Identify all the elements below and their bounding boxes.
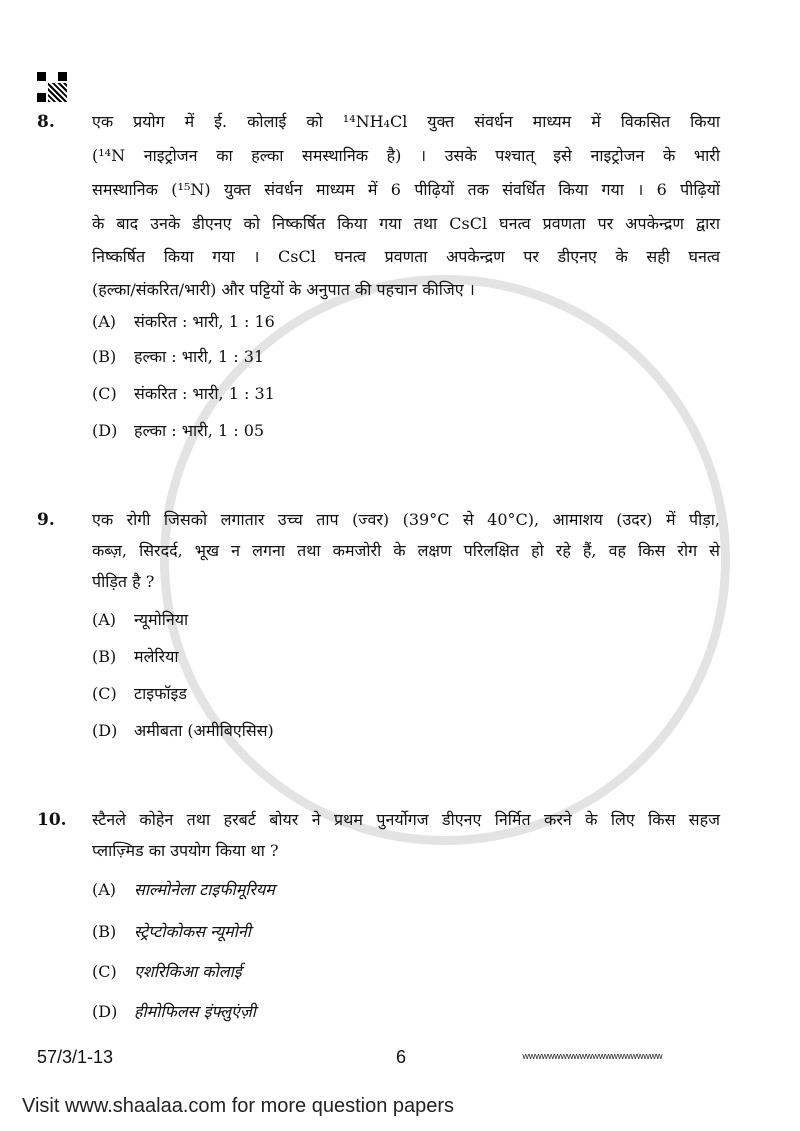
qr-code-icon bbox=[37, 72, 67, 102]
question-text-line: समस्थानिक (¹⁵N) युक्त संवर्धन माध्यम में 6 पीढ़ियों तक संवर्धित किया गया । 6 पीढ़ियों bbox=[92, 180, 720, 199]
option-label: (C) bbox=[92, 962, 117, 981]
option-c bbox=[92, 384, 275, 404]
option-text: हल्का : भारी, 1 : 31 bbox=[134, 347, 265, 366]
option-a bbox=[92, 880, 275, 900]
option-text: हीमोफिलस इंफ्लुएंज़ी bbox=[134, 1002, 256, 1021]
option-d bbox=[92, 421, 264, 441]
question-text-line: (हल्का/संकरित/भारी) और पट्टियों के अनुपात की पहचान कीजिए । bbox=[92, 280, 475, 299]
question-text-line: प्लाज़्मिड का उपयोग किया था ? bbox=[92, 841, 279, 860]
option-text: एशरिकिआ कोलाई bbox=[134, 962, 242, 981]
option-c bbox=[92, 684, 187, 704]
option-a bbox=[92, 610, 188, 630]
option-label: (A) bbox=[92, 610, 117, 629]
option-label: (A) bbox=[92, 312, 117, 331]
question-text-line: एक रोगी जिसको लगातार उच्च ताप (ज्वर) (39°C से 40°C), आमाशय (उदर) में पीड़ा, bbox=[92, 510, 720, 529]
option-text: स्ट्रेप्टोकोकस न्यूमोनी bbox=[134, 922, 251, 941]
option-text: संकरित : भारी, 1 : 31 bbox=[134, 384, 275, 403]
option-c bbox=[92, 962, 242, 982]
option-label: (B) bbox=[92, 647, 117, 666]
option-text: मलेरिया bbox=[134, 647, 179, 666]
option-b bbox=[92, 347, 264, 367]
option-text: न्यूमोनिया bbox=[134, 610, 189, 629]
option-text: हल्का : भारी, 1 : 05 bbox=[134, 421, 265, 440]
option-text: संकरित : भारी, 1 : 16 bbox=[134, 312, 275, 331]
question-text-line: के बाद उनके डीएनए को निष्कर्षित किया गया तथा CsCl घनत्व प्रवणता पर अपकेन्द्रण द्वारा bbox=[92, 214, 720, 233]
question-text-line: स्टैनले कोहेन तथा हरबर्ट बोयर ने प्रथम पुनर्योगज डीएनए निर्मित करने के लिए किस सहज bbox=[92, 810, 720, 829]
option-label: (D) bbox=[92, 421, 118, 440]
question-text-line: एक प्रयोग में ई. कोलाई को ¹⁴NH₄Cl युक्त संवर्धन माध्यम में विकसित किया bbox=[92, 112, 720, 131]
option-d bbox=[92, 1002, 256, 1022]
question-number: 10. bbox=[37, 810, 67, 830]
option-label: (C) bbox=[92, 384, 117, 403]
question-text-line: निष्कर्षित किया गया । CsCl घनत्व प्रवणता अपकेन्द्रण पर डीएनए के सही घनत्व bbox=[92, 247, 720, 266]
option-b bbox=[92, 922, 251, 942]
option-text: साल्मोनेला टाइफीमूरियम bbox=[134, 880, 275, 899]
page-number: 6 bbox=[396, 1047, 407, 1067]
question-text-line: (¹⁴N नाइट्रोजन का हल्का समस्थानिक है) । उसके पश्चात् इसे नाइट्रोजन के भारी bbox=[92, 146, 720, 165]
option-a bbox=[92, 312, 275, 332]
option-b bbox=[92, 647, 179, 667]
option-label: (B) bbox=[92, 347, 117, 366]
option-label: (C) bbox=[92, 684, 117, 703]
option-d bbox=[92, 721, 274, 741]
option-label: (D) bbox=[92, 721, 118, 740]
option-text: अमीबता (अमीबिएसिस) bbox=[134, 721, 274, 740]
option-label: (B) bbox=[92, 922, 117, 941]
paper-code: 57/3/1-13 bbox=[37, 1047, 114, 1067]
visit-link-text[interactable]: Visit www.shaalaa.com for more question papers bbox=[22, 1095, 455, 1117]
question-number: 8. bbox=[37, 112, 55, 132]
footer-squiggle: wwwwwwwwwwwwwwwwwwwwww bbox=[522, 1052, 662, 1062]
question-number: 9. bbox=[37, 510, 55, 530]
option-text: टाइफॉइड bbox=[134, 684, 187, 703]
option-label: (D) bbox=[92, 1002, 118, 1021]
option-label: (A) bbox=[92, 880, 117, 899]
question-text-line: कब्ज़, सिरदर्द, भूख न लगना तथा कमजोरी के लक्षण परिलक्षित हो रहे हैं, वह किस रोग से bbox=[92, 541, 720, 560]
question-text-line: पीड़ित है ? bbox=[92, 572, 155, 591]
